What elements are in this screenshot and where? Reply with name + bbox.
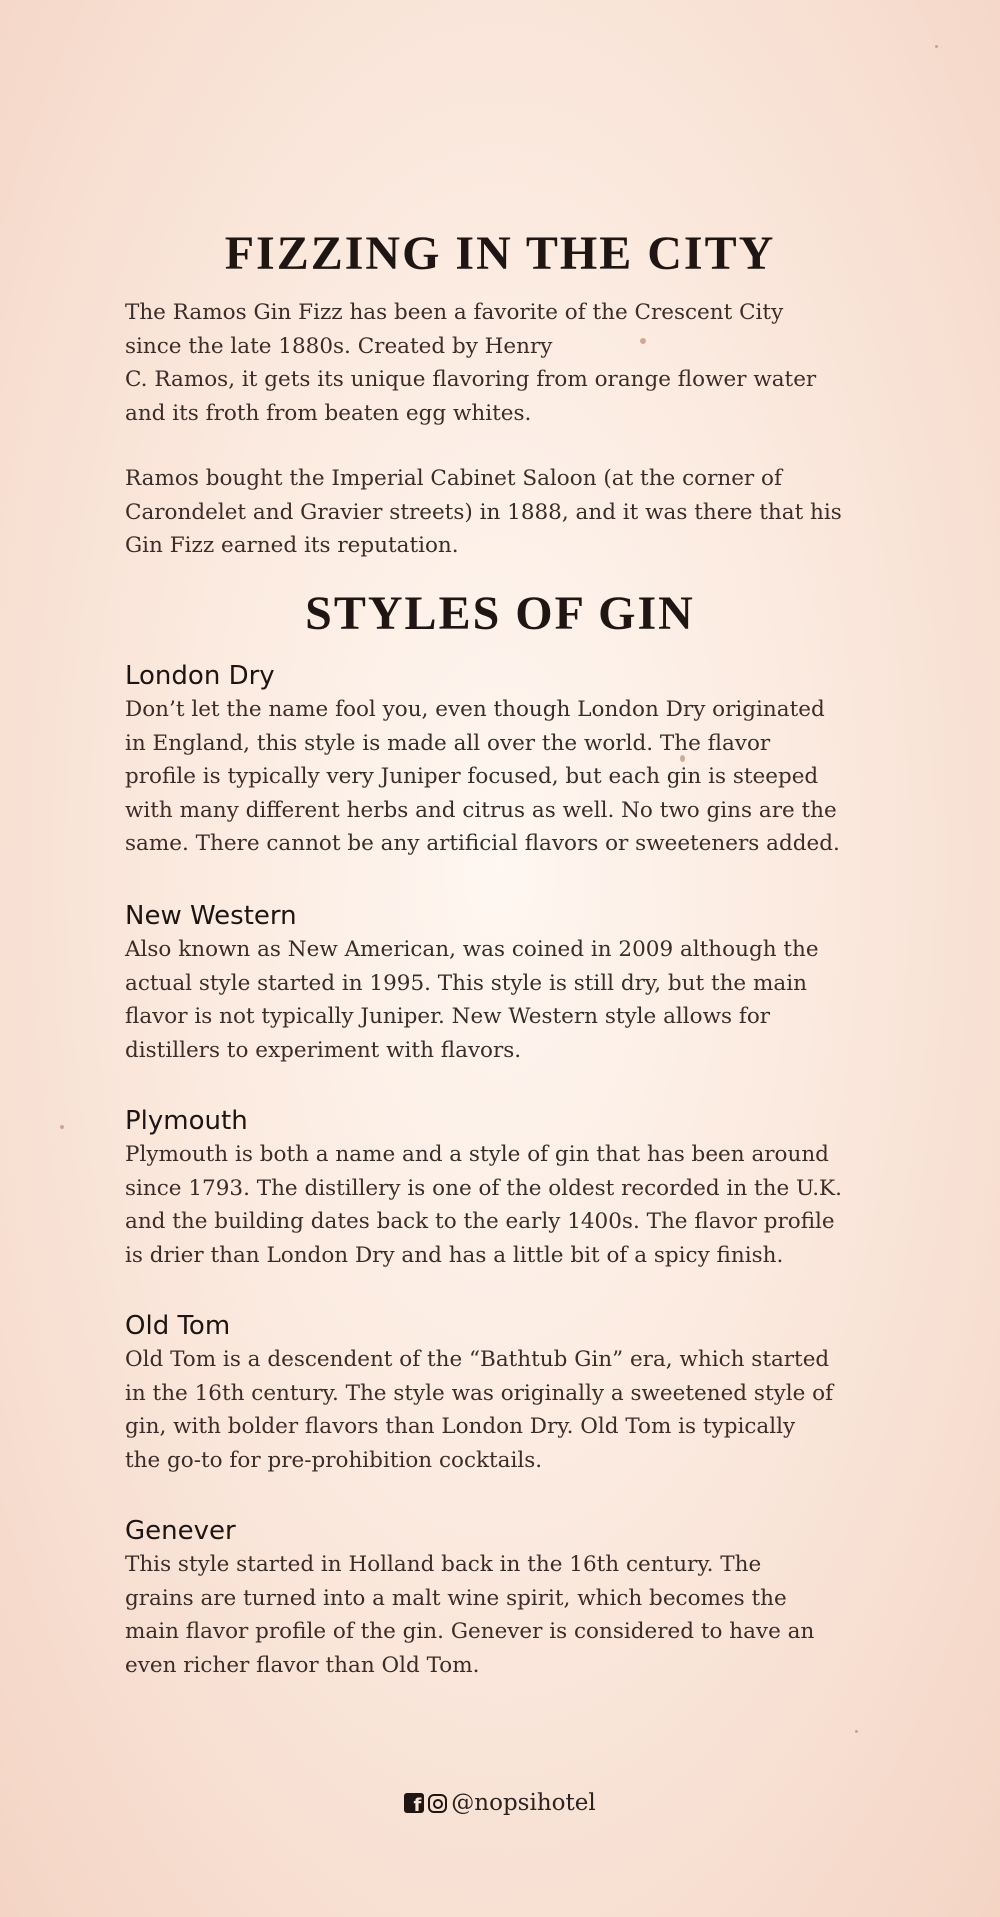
- style-london-dry: [125, 659, 895, 861]
- style-name: New Western: [125, 901, 297, 931]
- style-description: Plymouth is both a name and a style of gin that has been around since 1793. The distillery is one of the oldest recorded in the U.K. and the building dates back to the early 1400s. The flavor profile is drier than London Dry and has a little bit of a spicy finish.: [125, 1142, 842, 1268]
- facebook-icon[interactable]: [404, 1793, 424, 1813]
- paper-speck: [60, 1125, 64, 1129]
- style-name: Plymouth: [125, 1106, 248, 1136]
- style-description: Old Tom is a descendent of the “Bathtub Gin” era, which started in the 16th century. The style was originally a sweetened style of gin, with bolder flavors than London Dry. Old Tom is typically the go-to for pre-prohibition cocktails.: [125, 1347, 834, 1473]
- styles-title: STYLES OF GIN: [305, 587, 695, 640]
- social-handle[interactable]: @nopsihotel: [451, 1790, 596, 1816]
- style-new-western: [125, 899, 895, 1067]
- fizzing-title: FIZZING IN THE CITY: [224, 227, 776, 280]
- style-name: London Dry: [125, 661, 275, 691]
- paper-speck: [855, 1730, 858, 1733]
- style-description: This style started in Holland back in the 16th century. The grains are turned into a malt wine spirit, which becomes the main flavor profile of the gin. Genever is considered to have an even richer flavor than Old Tom.: [125, 1552, 815, 1678]
- paper-speck: [680, 755, 685, 762]
- paper-speck: [640, 338, 646, 344]
- fizzing-paragraph-1: The Ramos Gin Fizz has been a favorite of the Crescent City since the late 1880s. Created by Henry C. Ramos, it gets its unique flavoring from orange flower water and its froth from beaten egg whites.: [125, 300, 817, 426]
- style-genever: [125, 1514, 895, 1682]
- social-footer: [0, 1790, 1000, 1816]
- instagram-icon[interactable]: [428, 1794, 447, 1813]
- style-description: Don’t let the name fool you, even though London Dry originated in England, this style is made all over the world. The flavor profile is typically very Juniper focused, but each gin is steeped with many different herbs and citrus as well. No two gins are the same. There cannot be any artificial flavors or sweeteners added.: [125, 697, 840, 856]
- style-description: Also known as New American, was coined in 2009 although the actual style started in 1995. This style is still dry, but the main flavor is not typically Juniper. New Western style allows for distillers to experiment with flavors.: [125, 937, 819, 1063]
- style-plymouth: [125, 1104, 895, 1272]
- style-old-tom: [125, 1309, 895, 1477]
- style-name: Old Tom: [125, 1311, 231, 1341]
- style-name: Genever: [125, 1516, 236, 1546]
- paper-speck: [935, 45, 938, 48]
- fizzing-paragraph-2: Ramos bought the Imperial Cabinet Saloon (at the corner of Carondelet and Gravier streets) in 1888, and it was there that his Gin Fizz earned its reputation.: [125, 466, 842, 558]
